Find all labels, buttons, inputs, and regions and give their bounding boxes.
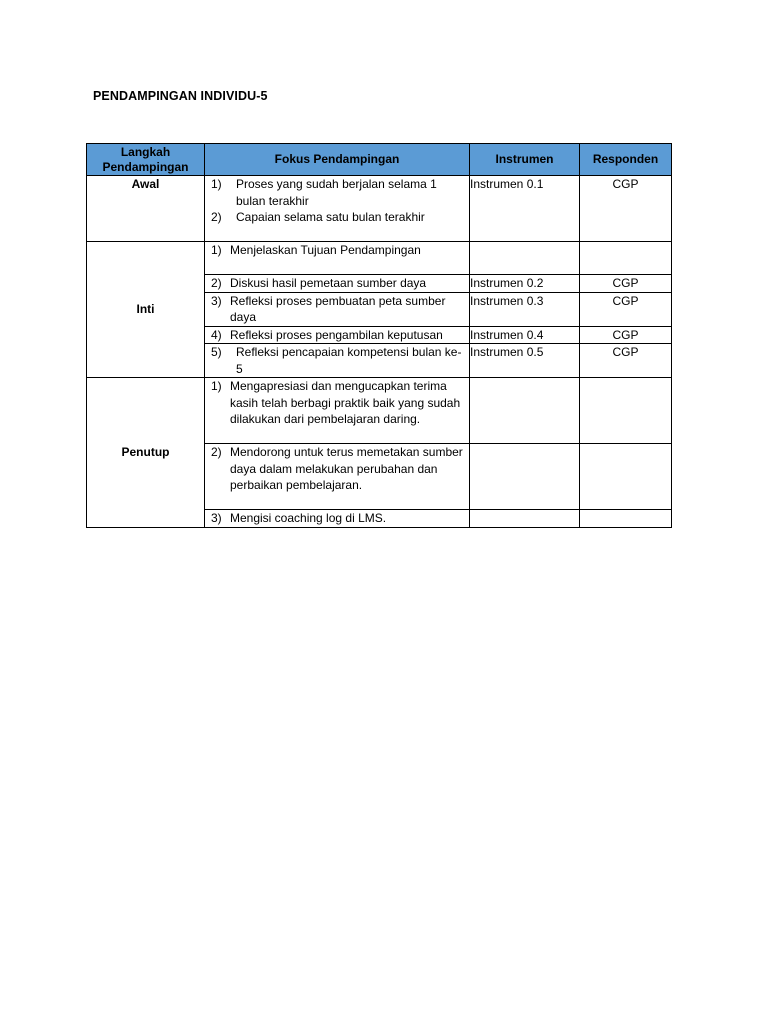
list-item	[205, 275, 469, 292]
list-item	[205, 344, 469, 377]
item-text: Proses yang sudah berjalan selama 1 bulan terakhir	[236, 177, 437, 208]
item-number: 2)	[211, 445, 222, 459]
focus-cell	[205, 378, 470, 444]
item-number: 3)	[211, 511, 222, 525]
instrument-cell	[470, 510, 580, 528]
item-number: 1)	[211, 379, 222, 393]
focus-awal	[205, 176, 470, 242]
item-number: 2)	[211, 210, 222, 224]
step-inti: Inti	[87, 242, 205, 378]
item-number: 5)	[211, 345, 222, 359]
focus-cell	[205, 242, 470, 275]
respondent-cell: CGP	[580, 292, 672, 326]
step-awal: Awal	[87, 176, 205, 242]
list-item	[205, 209, 469, 226]
page-title: PENDAMPINGAN INDIVIDU-5	[93, 89, 268, 103]
list-item	[205, 378, 469, 428]
focus-cell	[205, 292, 470, 326]
mentoring-plan-table	[86, 143, 672, 528]
respondent-cell: CGP	[580, 275, 672, 293]
respondent-cell: CGP	[580, 326, 672, 344]
focus-cell	[205, 326, 470, 344]
focus-cell	[205, 444, 470, 510]
instrument-cell: Instrumen 0.2	[470, 275, 580, 293]
item-text: Mengisi coaching log di LMS.	[230, 511, 387, 525]
instrument-cell: Instrumen 0.1	[470, 176, 580, 242]
list-item	[205, 444, 469, 494]
respondent-cell	[580, 510, 672, 528]
item-text: Diskusi hasil pemetaan sumber daya	[230, 276, 427, 290]
table-header-row	[87, 144, 672, 176]
focus-cell	[205, 344, 470, 378]
item-text: Capaian selama satu bulan terakhir	[236, 210, 425, 224]
item-number: 1)	[211, 177, 222, 191]
list-item	[205, 293, 469, 326]
focus-cell	[205, 510, 470, 528]
list-item	[205, 176, 469, 209]
instrument-cell	[470, 378, 580, 444]
item-number: 2)	[211, 276, 222, 290]
instrument-cell: Instrumen 0.4	[470, 326, 580, 344]
table-row-inti	[87, 242, 672, 275]
item-text: Refleksi proses pengambilan keputusan	[230, 327, 443, 342]
item-text: Refleksi pencapaian kompetensi bulan ke-5	[236, 345, 462, 376]
header-instrument: Instrumen	[470, 144, 580, 176]
table-row-penutup	[87, 378, 672, 444]
header-respondent: Responden	[580, 144, 672, 176]
step-penutup: Penutup	[87, 378, 205, 528]
item-number: 3)	[211, 293, 222, 308]
focus-cell	[205, 275, 470, 293]
respondent-cell: CGP	[580, 344, 672, 378]
instrument-cell: Instrumen 0.5	[470, 344, 580, 378]
header-step: Langkah Pendampingan	[87, 144, 205, 176]
item-text: Mengapresiasi dan mengucapkan terima kasih telah berbagi praktik baik yang sudah dilakukan dari pembelajaran daring.	[230, 379, 461, 426]
respondent-cell	[580, 378, 672, 444]
list-item	[205, 327, 469, 344]
respondent-cell	[580, 444, 672, 510]
item-text: Menjelaskan Tujuan Pendampingan	[230, 243, 421, 257]
instrument-cell: Instrumen 0.3	[470, 292, 580, 326]
respondent-cell: CGP	[580, 176, 672, 242]
instrument-cell	[470, 444, 580, 510]
header-focus: Fokus Pendampingan	[205, 144, 470, 176]
list-item	[205, 510, 469, 527]
table-row-awal	[87, 176, 672, 242]
list-item	[205, 242, 469, 259]
item-number: 4)	[211, 327, 222, 342]
item-number: 1)	[211, 243, 222, 257]
item-text: Refleksi proses pembuatan peta sumber daya	[230, 293, 446, 324]
instrument-cell	[470, 242, 580, 275]
respondent-cell	[580, 242, 672, 275]
item-text: Mendorong untuk terus memetakan sumber daya dalam melakukan perubahan dan perbaikan pembelajaran.	[230, 445, 463, 492]
